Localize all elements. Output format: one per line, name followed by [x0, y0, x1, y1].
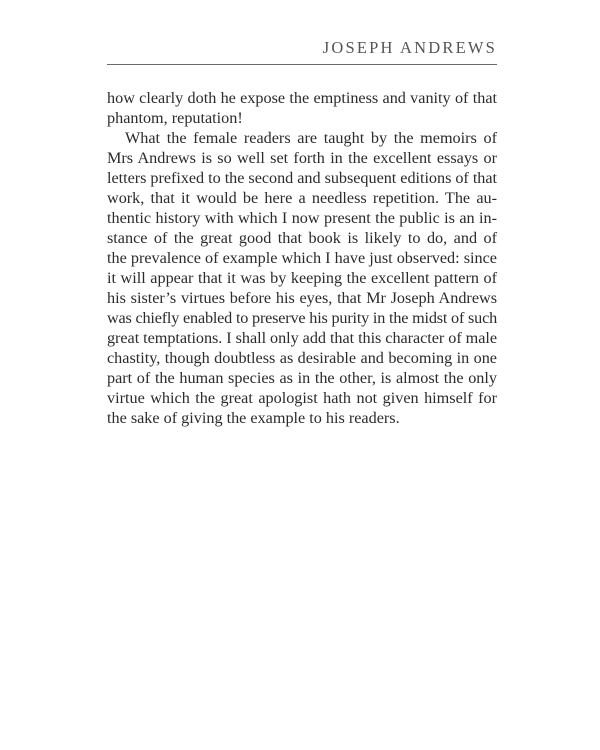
- header-rule: [107, 64, 497, 65]
- text-line: What the female readers are taught by the memoirs of: [125, 129, 497, 147]
- text-line: great temptations. I shall only add that this character of male: [107, 329, 497, 347]
- running-head-title: JOSEPH ANDREWS: [322, 38, 497, 57]
- text-line: virtue which the great apologist hath not given himself for: [107, 389, 497, 407]
- text-line: chastity, though doubtless as desirable and becoming in one: [107, 349, 497, 367]
- text-line: the sake of giving the example to his readers.: [107, 409, 400, 427]
- text-line: his sister’s virtues before his eyes, that Mr Joseph Andrews: [107, 289, 497, 307]
- text-line: part of the human species as in the other, is almost the only: [107, 369, 497, 387]
- text-line: stance of the great good that book is likely to do, and of: [107, 229, 497, 247]
- body-text: [107, 88, 497, 428]
- text-line: letters prefixed to the second and subsequent editions of that: [107, 169, 497, 187]
- text-line: how clearly doth he expose the emptiness and vanity of that: [107, 89, 497, 107]
- text-line: work, that it would be here a needless repetition. The au-: [107, 189, 497, 207]
- text-line: phantom, reputation!: [107, 109, 243, 127]
- text-line: was chiefly enabled to preserve his purity in the midst of such: [107, 309, 497, 327]
- text-line: it will appear that it was by keeping the excellent pattern of: [107, 269, 497, 287]
- text-line: the prevalence of example which I have just observed: since: [107, 249, 497, 267]
- text-line: Mrs Andrews is so well set forth in the excellent essays or: [107, 149, 497, 167]
- text-line: thentic history with which I now present the public is an in-: [107, 209, 497, 227]
